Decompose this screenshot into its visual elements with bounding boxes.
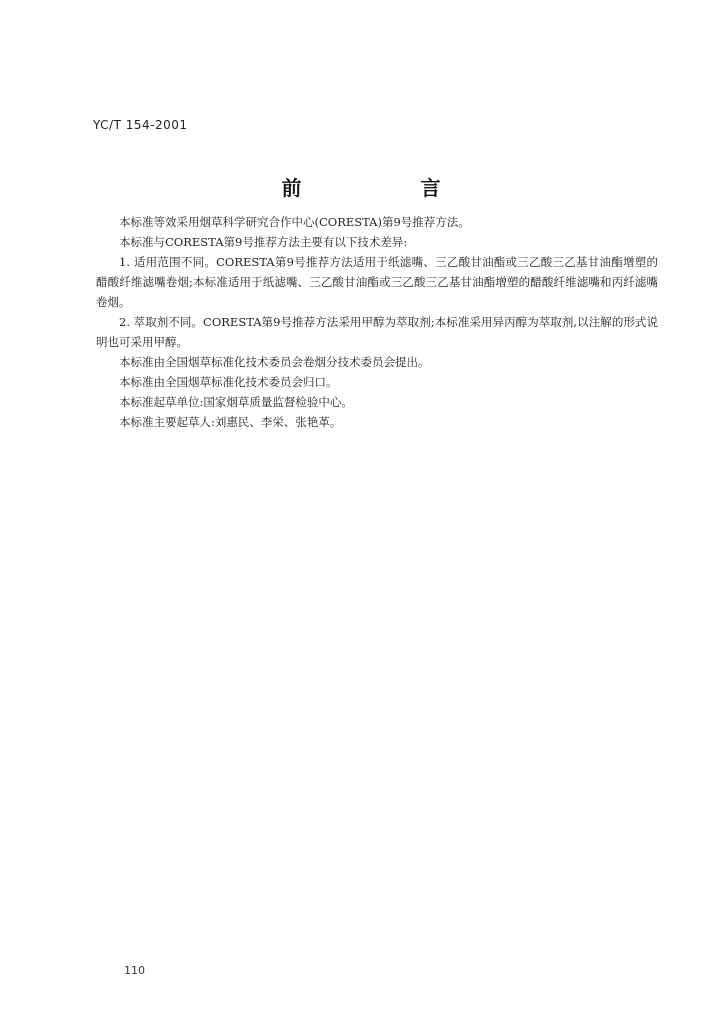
document-code: YC/T 154-2001 [93, 118, 188, 132]
paragraph: 本标准由全国烟草标准化技术委员会卷烟分技术委员会提出。 [119, 355, 430, 369]
paragraph: 本标准等效采用烟草科学研究合作中心(CORESTA)第9号推荐方法。 [119, 215, 470, 229]
section-title: 前 言 [281, 176, 497, 200]
page-number: 110 [124, 964, 145, 977]
paragraph: 本标准与CORESTA第9号推荐方法主要有以下技术差异: [119, 235, 408, 249]
paragraph: 本标准主要起草人:刘惠民、李栄、张艳革。 [119, 415, 342, 429]
paragraph: 2. 萃取剂不同。CORESTA第9号推荐方法采用甲醇为萃取剂;本标准采用异丙醇为萃取剂,以注解的形式说明也可采用甲醇。 [96, 315, 658, 349]
foreword-body [96, 212, 658, 432]
paragraph: 1. 适用范围不同。CORESTA第9号推荐方法适用于纸滤嘴、三乙酸甘油酯或三乙酸三乙基甘油酯增塑的醋酸纤维滤嘴卷烟;本标准适用于纸滤嘴、三乙酸甘油酯或三乙酸三乙基甘油酯增塑的醋酸纤维滤嘴和丙纤滤嘴卷烟。 [96, 255, 658, 309]
paragraph: 本标准由全国烟草标准化技术委员会归口。 [119, 375, 338, 389]
paragraph: 本标准起草单位:国家烟草质量监督检验中心。 [119, 395, 353, 409]
